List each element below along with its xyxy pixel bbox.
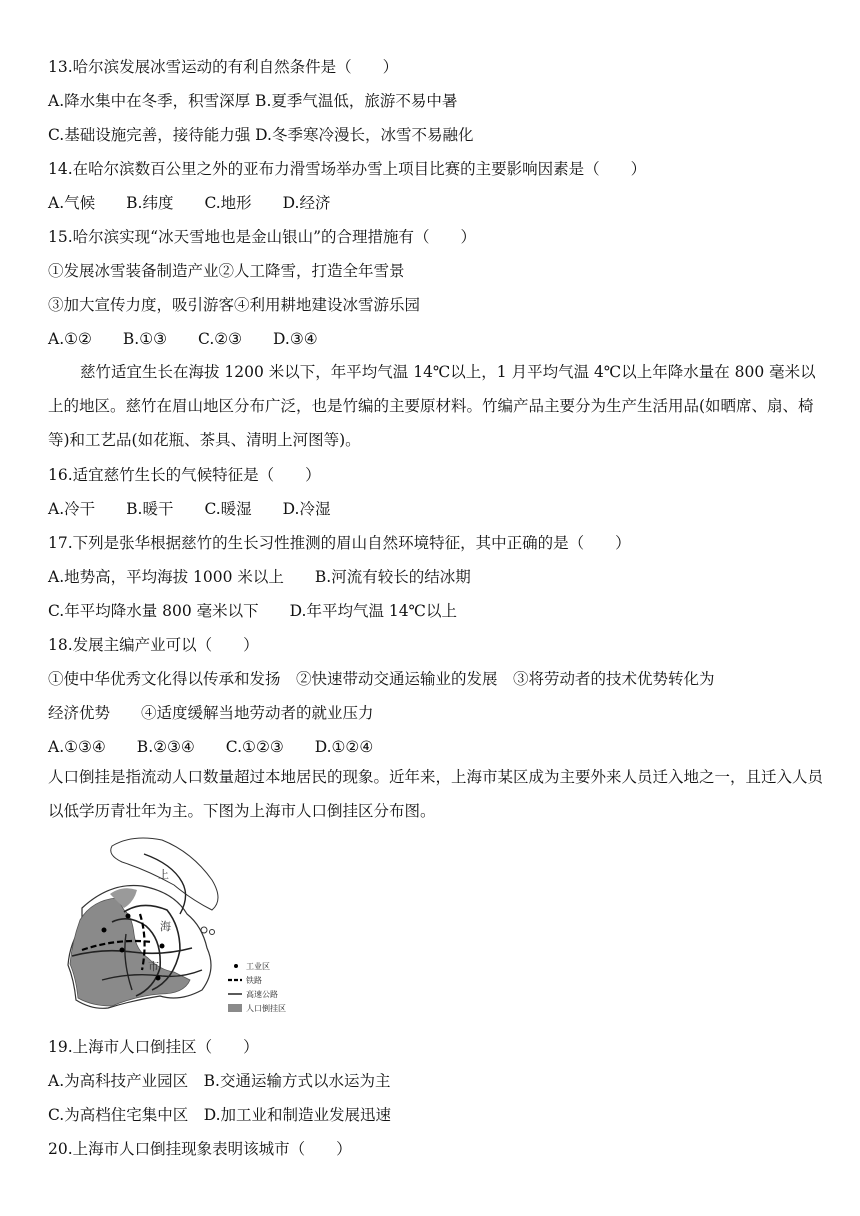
legend-inversion-label: 人口倒挂区 xyxy=(246,1004,286,1013)
map-industrial-dot xyxy=(120,948,125,953)
q15-choices-line2: ③加大宣传力度，吸引游客④利用耕地建设冰雪游乐园 xyxy=(48,296,421,314)
map-legend xyxy=(228,961,286,1013)
q13-options-line2: C.基础设施完善，接待能力强 D.冬季寒冷漫长，冰雪不易融化 xyxy=(48,126,474,144)
legend-industrial-icon xyxy=(234,964,238,968)
q17-options-line1: A.地势高，平均海拔 1000 米以上 B.河流有较长的结冰期 xyxy=(48,568,471,586)
q20-stem: 20.上海市人口倒挂现象表明该城市（ ） xyxy=(48,1140,352,1158)
q18-choices-line1: ①使中华优秀文化得以传承和发扬 ②快速带动交通运输业的发展 ③将劳动者的技术优势转化为 xyxy=(48,670,715,688)
legend-highway-label: 高速公路 xyxy=(246,990,278,999)
q19-options-line1: A.为高科技产业园区 B.交通运输方式以水运为主 xyxy=(48,1072,391,1090)
map-industrial-dot xyxy=(156,976,161,981)
map-label-hai: 海 xyxy=(160,920,171,933)
q19-options-line2: C.为高档住宅集中区 D.加工业和制造业发展迅速 xyxy=(48,1106,392,1124)
legend-railway-label: 铁路 xyxy=(246,976,262,985)
q14-stem: 14.在哈尔滨数百公里之外的亚布力滑雪场举办雪上项目比赛的主要影响因素是（ ） xyxy=(48,160,647,178)
q14-options: A.气候 B.纬度 C.地形 D.经济 xyxy=(48,194,331,212)
q18-choices-line2: 经济优势 ④适度缓解当地劳动者的就业压力 xyxy=(48,704,374,722)
q16-stem: 16.适宜慈竹生长的气候特征是（ ） xyxy=(48,466,321,484)
passage-population: 人口倒挂是指流动人口数量超过本地居民的现象。近年来，上海市某区成为主要外来人员迁入地之一，且迁入人员以低学历青壮年为主。下图为上海市人口倒挂区分布图。 xyxy=(48,768,824,820)
map-industrial-dot xyxy=(160,944,165,949)
map-figure xyxy=(62,830,312,1025)
map-industrial-dot xyxy=(102,928,107,933)
q13-stem: 13.哈尔滨发展冰雪运动的有利自然条件是（ ） xyxy=(48,58,399,76)
q15-stem: 15.哈尔滨实现“冰天雪地也是金山银山”的合理措施有（ ） xyxy=(48,228,477,246)
map-industrial-dot xyxy=(126,914,131,919)
map-islet xyxy=(210,930,215,935)
q18-options: A.①③④ B.②③④ C.①②③ D.①②④ xyxy=(48,738,374,756)
q15-options: A.①② B.①③ C.②③ D.③④ xyxy=(48,330,318,348)
q16-options: A.冷干 B.暖干 C.暖湿 D.冷湿 xyxy=(48,500,331,518)
passage-cizhu: 慈竹适宜生长在海拔 1200 米以下，年平均气温 14℃以上，1 月平均气温 4℃以上年降水量在 800 毫米以上的地区。慈竹在眉山地区分布广泛，也是竹编的主要原材料。竹编产品主要分为生产生活用品(如晒席、扇、椅等)和工艺品(如花瓶、茶具、清明上河图等)。 xyxy=(48,363,816,449)
q13-options-line1: A.降水集中在冬季，积雪深厚 B.夏季气温低，旅游不易中暑 xyxy=(48,92,458,110)
q19-stem: 19.上海市人口倒挂区（ ） xyxy=(48,1038,259,1056)
q17-stem: 17.下列是张华根据慈竹的生长习性推测的眉山自然环境特征，其中正确的是（ ） xyxy=(48,534,631,552)
legend-industrial-label: 工业区 xyxy=(246,962,270,971)
map-label-shi: 市 xyxy=(148,960,159,973)
q15-choices-line1: ①发展冰雪装备制造产业②人工降雪，打造全年雪景 xyxy=(48,262,405,280)
legend-inversion-icon xyxy=(228,1004,242,1012)
map-islet xyxy=(201,927,207,933)
q17-options-line2: C.年平均降水量 800 毫米以下 D.年平均气温 14℃以上 xyxy=(48,602,457,620)
shanghai-population-map xyxy=(62,830,312,1025)
q18-stem: 18.发展主编产业可以（ ） xyxy=(48,636,259,654)
map-label-shang: 上 xyxy=(158,868,169,881)
